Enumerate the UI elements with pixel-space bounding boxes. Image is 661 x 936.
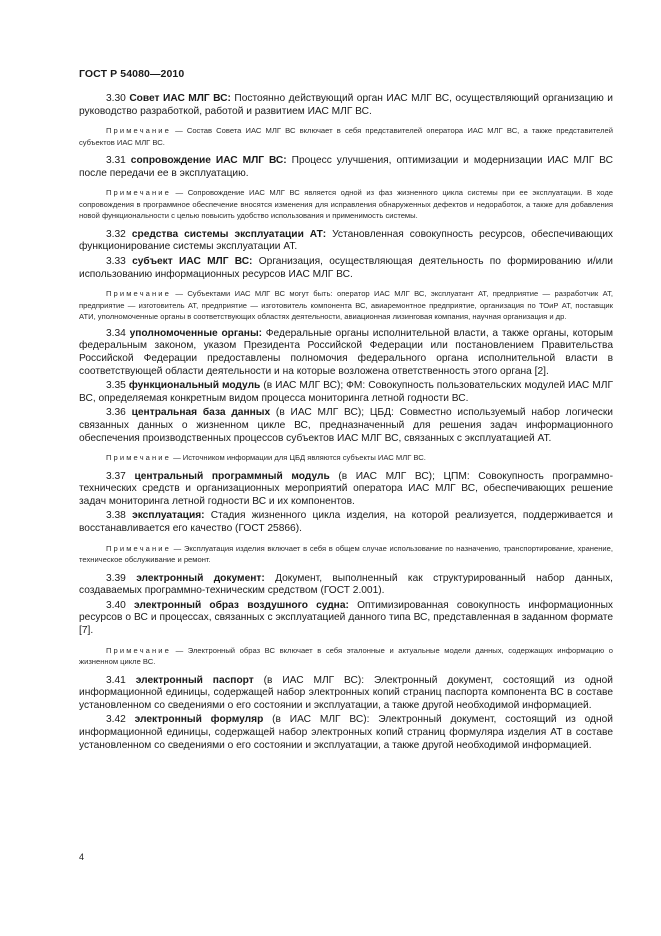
note-label: Примечание <box>106 188 171 198</box>
clause-number: 3.32 <box>106 228 126 240</box>
note-label: Примечание <box>106 126 171 136</box>
note <box>79 187 613 222</box>
definition-text: Федеральные органы исполнительной власти, а также органы, которым федеральным законом, указом Президента Российской Федерации или постановлением Правительства Российской Федерации предоставлены полномочия федерального органа исполнительной власти в соответствующей области деятельности и на которые возложена ответственность этого органа [2]. <box>79 327 613 377</box>
definition-text: Стадия жизненного цикла изделия, на которой реализуется, поддерживается и восстанавливается его качество (ГОСТ 25866). <box>79 510 613 534</box>
definition-3-41 <box>79 675 613 713</box>
note-text: — Состав Совета ИАС МЛГ ВС включает в себя представителей оператора ИАС МЛГ ВС, а также представителей субъектов ИАС МЛГ ВС. <box>79 126 613 147</box>
definition-3-37 <box>79 471 613 509</box>
term: Совет ИАС МЛГ ВС: <box>129 93 231 104</box>
term: сопровождение ИАС МЛГ ВС: <box>130 155 287 167</box>
note-text: — Источником информации для ЦБД являются субъекты ИАС МЛГ ВС. <box>170 453 426 463</box>
term: субъект ИАС МЛГ ВС: <box>132 256 253 268</box>
definition-3-30 <box>79 93 613 118</box>
term: электронный образ воздушного судна: <box>134 599 349 611</box>
definition-text: Организация, осуществляющая деятельность по формированию и/или использованию информационных ресурсов ИАС МЛГ ВС. <box>79 256 613 280</box>
clause-number: 3.41 <box>106 674 126 686</box>
note <box>79 288 613 323</box>
definition-text: Постоянно действующий орган ИАС МЛГ ВС, осуществляющий организацию и руководство разработкой, работой и развитием ИАС МЛГ ВС. <box>79 93 613 117</box>
definition-text: Установленная совокупность ресурсов, обеспечивающих функционирование системы эксплуатации АТ. <box>79 228 613 253</box>
note-label: Примечание <box>106 543 171 553</box>
definition-text: (в ИАС МЛГ ВС): Электронный документ, состоящий из одной информационной единицы, содержащей набор электронных копий страниц паспорта компонента ВС в составе установленном со сведениями о его состоянии и эксплуатации, а также другой необходимой информацией. <box>79 674 613 711</box>
document-header: ГОСТ Р 54080—2010 <box>79 68 185 80</box>
definition-3-34 <box>79 328 613 378</box>
note <box>79 452 613 464</box>
note <box>79 543 613 566</box>
note <box>79 125 613 148</box>
note <box>79 645 613 668</box>
note-text: — Субъектами ИАС МЛГ ВС могут быть: оператор ИАС МЛГ ВС, эксплуатант АТ, предприятие — разработчик АТ, предприятие — изготовитель АТ, предприятие — изготовитель компонента ВС, авиаремонтное предприятие, организация по ТОиР АТ, поставщик АТИ, уполномоченные органы в соответствующих областях деятельности, авиационная лизинговая компания, научная организация и др. <box>79 289 613 322</box>
term: электронный формуляр <box>134 714 264 726</box>
note-label: Примечание <box>106 453 171 463</box>
definition-text: (в ИАС МЛГ ВС); ФМ: Совокупность пользовательских модулей ИАС МЛГ ВС, определяемая конкретным видом процесса мониторинга летной годности ВС. <box>79 380 613 404</box>
note-text: — Эксплуатация изделия включает в себя в общем случае использование по назначению, транспортирование, хранение, техническое обслуживание и ремонт. <box>79 543 613 565</box>
page-number: 4 <box>79 852 85 862</box>
clause-number: 3.31 <box>106 155 126 167</box>
term: функциональный модуль <box>128 380 261 392</box>
definition-3-32 <box>79 229 613 254</box>
clause-number: 3.37 <box>106 470 126 482</box>
term: уполномоченные органы: <box>129 327 263 339</box>
definition-3-31 <box>79 155 613 180</box>
term: центральная база данных <box>131 407 271 419</box>
term: электронный паспорт <box>135 674 254 686</box>
clause-number: 3.35 <box>106 380 126 392</box>
definition-3-35 <box>79 380 613 405</box>
term: электронный документ: <box>136 572 265 584</box>
note-label: Примечание <box>106 289 171 299</box>
definition-3-39 <box>79 573 613 598</box>
definition-text: Процесс улучшения, оптимизации и модернизации ИАС МЛГ ВС после передачи ее в эксплуатацию. <box>79 155 613 179</box>
clause-number: 3.42 <box>106 714 126 726</box>
term: средства системы эксплуатации АТ: <box>131 228 327 240</box>
definition-3-38 <box>79 510 613 535</box>
clause-number: 3.38 <box>106 510 126 522</box>
definition-text: (в ИАС МЛГ ВС); ЦБД: Совместно используемый набор логически связанных данных о жизненном цикле ВС, предназначенный для решения задач информационного обеспечения производственных процессов субъектов ИАС МЛГ ВС, связанных с эксплуатацией АТ. <box>79 407 613 444</box>
definition-3-33 <box>79 256 613 281</box>
note-label: Примечание <box>106 645 171 655</box>
note-text: — Электронный образ ВС включает в себя эталонные и актуальные модели данных, содержащих информацию о жизненном цикле ВС. <box>79 645 613 667</box>
definition-3-42 <box>79 714 613 752</box>
note-text: — Сопровождение ИАС МЛГ ВС является одной из фаз жизненного цикла системы при ее эксплуатации. В ходе сопровождения в программное обеспечение вносятся изменения для исправления обнаруженных дефектов и недоработок, а также для добавления новой функциональности с целью повысить удобство использования и применимость системы. <box>79 188 613 221</box>
definition-3-36 <box>79 407 613 445</box>
term: центральный программный модуль <box>134 470 330 482</box>
clause-number: 3.39 <box>106 572 126 584</box>
definition-text: Документ, выполненный как структурированный набор данных, создаваемых программно-техническим средством (ГОСТ 2.001). <box>79 572 613 597</box>
definition-text: (в ИАС МЛГ ВС); ЦПМ: Совокупность программно-технических средств и организационных мероприятий оператора ИАС МЛГ ВС, обеспечивающих решение задач мониторинга летной годности ВС и их компонентов. <box>79 470 613 507</box>
definition-text: Оптимизированная совокупность информационных ресурсов о ВС и процессах, связанных с эксплуатацией данного типа ВС, представленная в заданном формате [7]. <box>79 599 613 636</box>
document-body <box>79 93 613 752</box>
clause-number: 3.40 <box>106 599 126 611</box>
term: эксплуатация: <box>132 510 205 522</box>
definition-text: (в ИАС МЛГ ВС): Электронный документ, состоящий из одной информационной единицы, содержащей набор электронных копий страниц формуляра изделия АТ в составе установленном со сведениями о его состоянии и эксплуатации, а также другой необходимой информацией. <box>79 714 613 751</box>
clause-number: 3.33 <box>106 256 126 268</box>
clause-number: 3.30 <box>106 93 126 104</box>
definition-3-40 <box>79 600 613 638</box>
clause-number: 3.36 <box>106 407 126 419</box>
clause-number: 3.34 <box>106 327 126 339</box>
